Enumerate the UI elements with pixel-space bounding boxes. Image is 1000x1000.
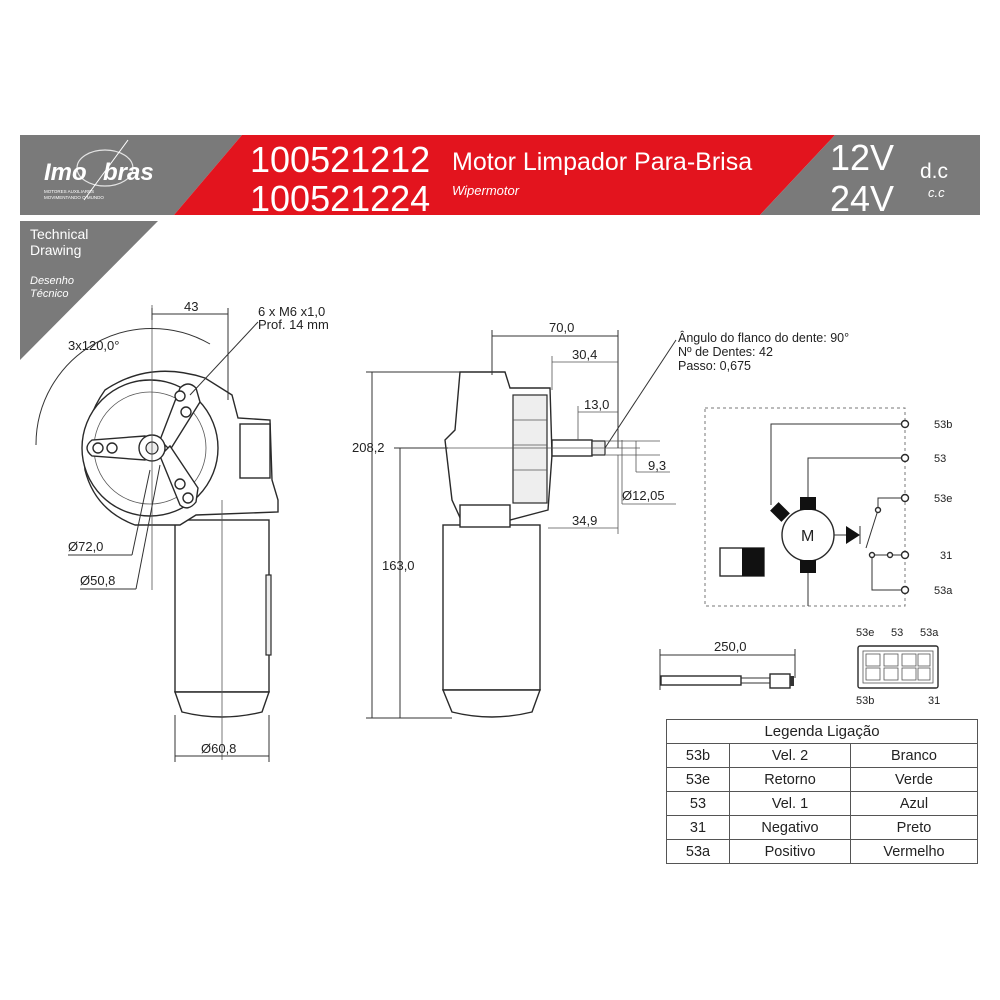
- product-subtitle: Wipermotor: [452, 183, 520, 198]
- brush-top: [800, 497, 816, 510]
- wire-53: [808, 458, 905, 497]
- wiring-schematic: [705, 408, 953, 606]
- bolt-hole-4: [107, 443, 117, 453]
- banner-desenho: Desenho: [30, 275, 75, 287]
- product-title: Motor Limpador Para-Brisa: [452, 148, 753, 176]
- connector-drawing: [856, 627, 940, 707]
- cable-plug: [770, 674, 790, 688]
- side-gearbox-fins: [513, 395, 547, 503]
- side-view: [352, 320, 676, 718]
- connector-bottom-53b: 53b: [856, 695, 875, 707]
- legend-function: Retorno: [730, 768, 851, 792]
- brand-name-right: bras: [103, 159, 154, 186]
- terminal-31: [902, 552, 909, 559]
- dim-34-label: 34,9: [572, 513, 598, 528]
- bolt-hole-3: [93, 443, 103, 453]
- motor-label-strip: [266, 575, 271, 655]
- part-number-2: 100521224: [250, 178, 431, 219]
- switch-blade: [866, 510, 878, 548]
- dim-30-label: 30,4: [572, 347, 598, 362]
- bolt-note-leader: [190, 322, 258, 395]
- legend-pin: 31: [667, 816, 730, 840]
- wire-53e: [878, 498, 905, 508]
- gear-note-3: Passo: 0,675: [678, 359, 751, 373]
- table-row: [667, 792, 978, 816]
- table-row: [667, 816, 978, 840]
- pin-label-53: 53: [934, 453, 947, 465]
- pin-label-53e: 53e: [934, 493, 953, 505]
- dim-13-label: 13,0: [584, 397, 610, 412]
- connection-legend-table: [666, 719, 978, 864]
- dim-9-label: 9,3: [648, 458, 667, 473]
- wire-53b: [771, 424, 905, 505]
- dia-50-label: Ø50,8: [80, 573, 116, 588]
- legend-title: Legenda Ligação: [667, 720, 978, 744]
- gearbox-connector: [240, 424, 270, 478]
- dia-72-label: Ø72,0: [68, 539, 104, 554]
- connector-top-53a: 53a: [920, 627, 939, 639]
- junction-31: [888, 553, 893, 558]
- table-row: [667, 744, 978, 768]
- wire-53a: [872, 555, 905, 590]
- bolt-note-2: Prof. 14 mm: [258, 317, 329, 332]
- brand-tagline-1: MOTORES AUXILIARES: [44, 189, 95, 194]
- legend-color: Verde: [851, 768, 978, 792]
- terminal-53a: [902, 587, 909, 594]
- voltage-24v: 24V: [830, 178, 895, 219]
- brand-tagline-2: MOVIMENTANDO O MUNDO: [44, 195, 104, 200]
- front-view: [36, 299, 329, 762]
- legend-pin: 53a: [667, 840, 730, 864]
- side-flange: [460, 505, 510, 527]
- side-motor-end-cap: [443, 690, 540, 717]
- switch-contact-2: [870, 553, 875, 558]
- legend-function: Positivo: [730, 840, 851, 864]
- gear-note-1: Ângulo do flanco do dente: 90°: [678, 331, 850, 345]
- connector-bottom-31: 31: [928, 695, 941, 707]
- brush-bottom: [800, 560, 816, 573]
- legend-function: Negativo: [730, 816, 851, 840]
- current-type: d.c: [920, 160, 949, 183]
- switch-contact-1: [876, 508, 881, 513]
- brand-name-left: Imo: [44, 159, 87, 186]
- terminal-53b: [902, 421, 909, 428]
- dim-12-label: Ø12,05: [622, 488, 665, 503]
- legend-color: Preto: [851, 816, 978, 840]
- legend-color: Vermelho: [851, 840, 978, 864]
- magnet-block-fill: [742, 548, 764, 576]
- bolt-hole-6: [183, 493, 193, 503]
- current-type-alt: c.c: [928, 185, 945, 200]
- pin-label-53b: 53b: [934, 419, 953, 431]
- banner-technical: Technical: [30, 226, 89, 242]
- connector-top-53: 53: [891, 627, 904, 639]
- bolt-hole-2: [181, 407, 191, 417]
- bolt-hole-5: [175, 479, 185, 489]
- connector-top-53e: 53e: [856, 627, 875, 639]
- terminal-53e: [902, 495, 909, 502]
- gear-note-2: Nº de Dentes: 42: [678, 345, 773, 359]
- table-row: [667, 768, 978, 792]
- legend-function: Vel. 1: [730, 792, 851, 816]
- legend-pin: 53b: [667, 744, 730, 768]
- legend-header-row: [667, 720, 978, 744]
- dim-163-label: 163,0: [382, 558, 415, 573]
- legend-color: Branco: [851, 744, 978, 768]
- dim-70-label: 70,0: [549, 320, 575, 335]
- voltage-12v: 12V: [830, 137, 895, 178]
- pin-label-53a: 53a: [934, 585, 953, 597]
- dia-60-label: Ø60,8: [201, 741, 237, 756]
- side-motor-body: [443, 525, 540, 690]
- table-row: [667, 840, 978, 864]
- bolt-hole-1: [175, 391, 185, 401]
- cable-sheath: [661, 676, 741, 685]
- dim-208-label: 208,2: [352, 440, 385, 455]
- angle-note-label: 3x120,0°: [68, 338, 120, 353]
- banner-drawing: Drawing: [30, 242, 82, 258]
- diode-icon: [846, 526, 860, 544]
- cable-plug-tip: [790, 676, 794, 686]
- bolt-note-1: 6 x M6 x1,0: [258, 304, 326, 319]
- gear-note-leader: [605, 340, 676, 448]
- pin-label-31: 31: [940, 550, 953, 562]
- banner-tecnico: Técnico: [30, 288, 69, 300]
- cable-drawing: [660, 639, 795, 690]
- part-number-1: 100521212: [250, 139, 431, 180]
- terminal-53: [902, 455, 909, 462]
- motor-symbol-label: M: [801, 528, 815, 545]
- legend-pin: 53: [667, 792, 730, 816]
- connector-housing: [858, 646, 938, 688]
- legend-pin: 53e: [667, 768, 730, 792]
- legend-color: Azul: [851, 792, 978, 816]
- legend-function: Vel. 2: [730, 744, 851, 768]
- dim-43-label: 43: [184, 299, 199, 314]
- cable-length-label: 250,0: [714, 639, 747, 654]
